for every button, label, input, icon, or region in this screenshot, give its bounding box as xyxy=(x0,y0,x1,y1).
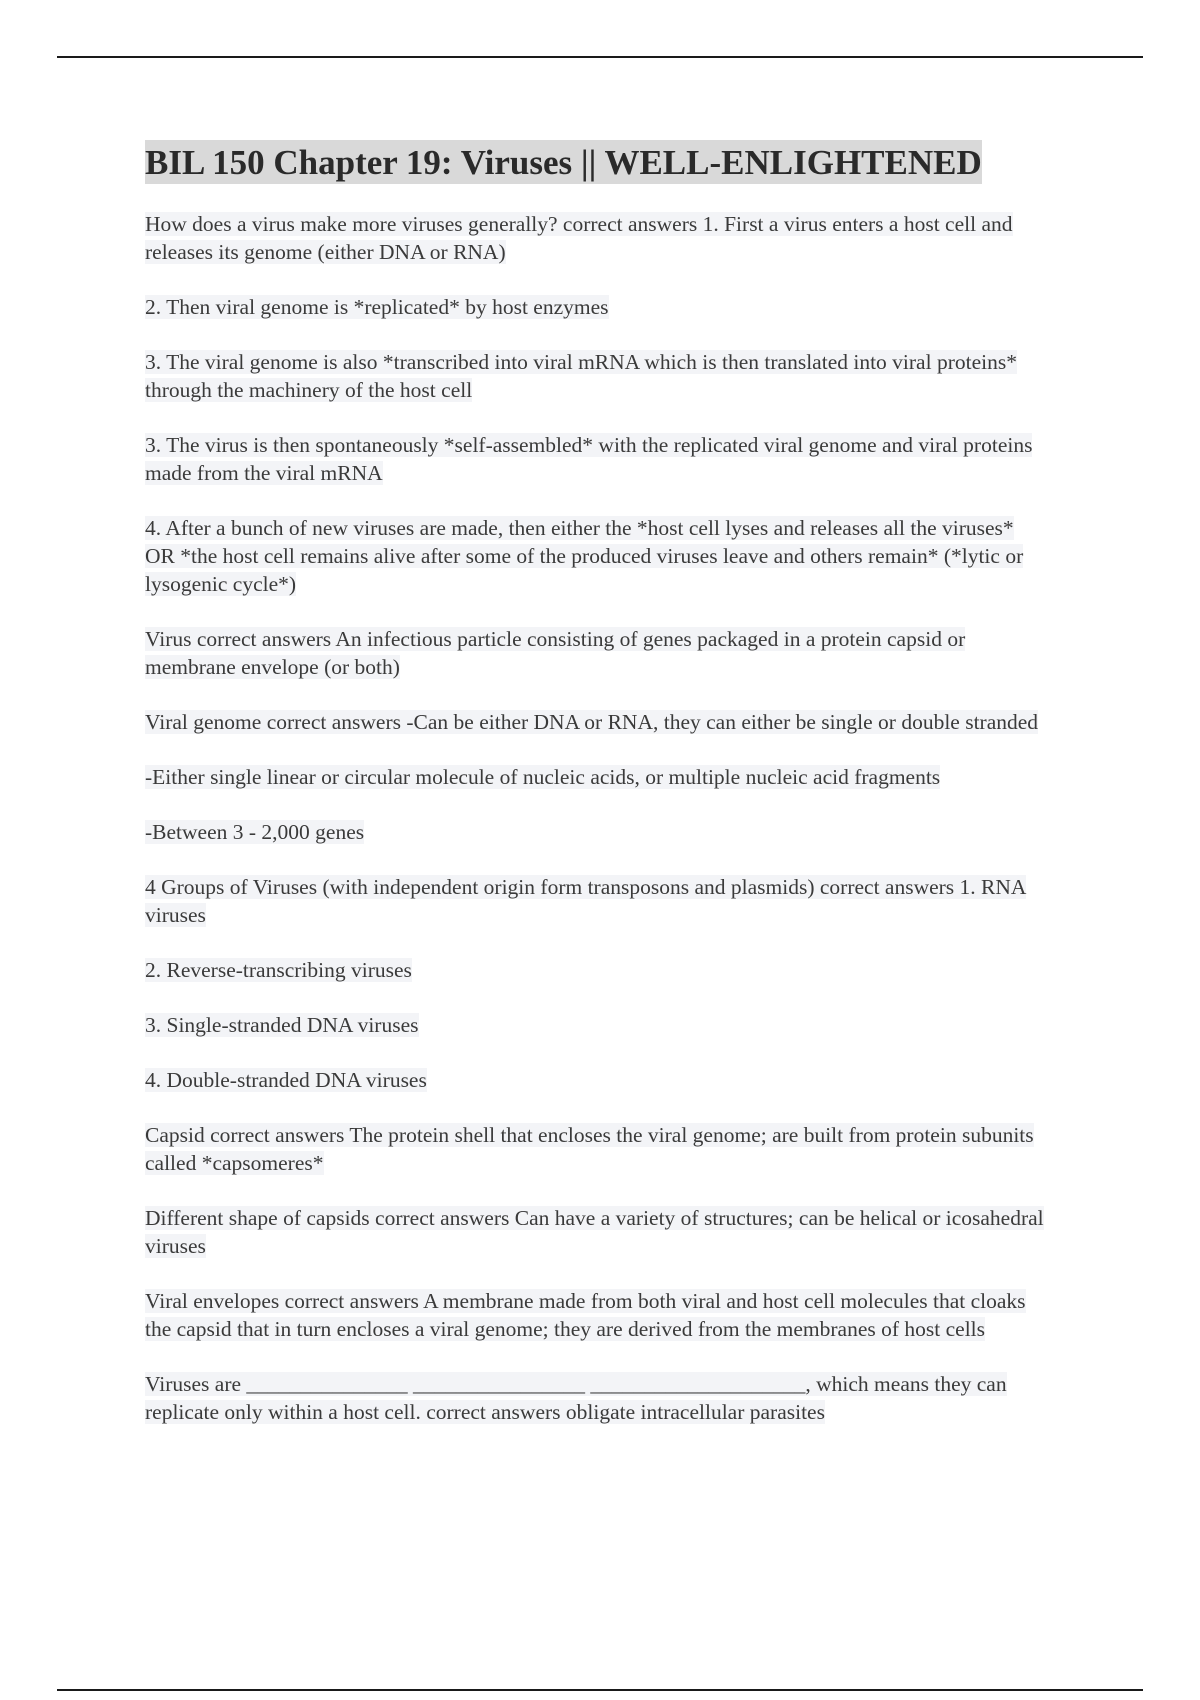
paragraph-text: Viral envelopes correct answers A membrane made from both viral and host cell molecules that cloaks the capsid that in turn encloses a viral genome; they are derived from the membranes of host cells xyxy=(145,1289,1026,1341)
paragraph xyxy=(145,348,1045,404)
paragraph xyxy=(145,1204,1045,1260)
paragraph xyxy=(145,293,1045,321)
paragraph-text: 4. Double-stranded DNA viruses xyxy=(145,1068,427,1092)
top-rule xyxy=(57,56,1143,58)
paragraph xyxy=(145,818,1045,846)
paragraph-text: Viral genome correct answers -Can be either DNA or RNA, they can either be single or double stranded xyxy=(145,710,1039,734)
paragraph-text: -Either single linear or circular molecule of nucleic acids, or multiple nucleic acid fragments xyxy=(145,765,941,789)
paragraph xyxy=(145,431,1045,487)
paragraph-text: 4. After a bunch of new viruses are made, then either the *host cell lyses and releases all the viruses* OR *the host cell remains alive after some of the produced viruses leave and others remain* (*lytic or lysogenic cycle*) xyxy=(145,516,1024,596)
paragraph-text: 3. The virus is then spontaneously *self-assembled* with the replicated viral genome and viral proteins made from the viral mRNA xyxy=(145,433,1033,485)
paragraph-text: -Between 3 - 2,000 genes xyxy=(145,820,365,844)
paragraph xyxy=(145,1370,1045,1426)
document-body xyxy=(145,140,1045,1453)
paragraph-text: Different shape of capsids correct answers Can have a variety of structures; can be helical or icosahedral viruses xyxy=(145,1206,1044,1258)
paragraph-text: Viruses are _______________ ________________ ____________________, which means they can replicate only within a host cell. correct answers obligate intracellular parasites xyxy=(145,1372,1007,1424)
paragraph xyxy=(145,210,1045,266)
paragraph-text: 3. The viral genome is also *transcribed into viral mRNA which is then translated into viral proteins* through the machinery of the host cell xyxy=(145,350,1017,402)
paragraph-text: Virus correct answers An infectious particle consisting of genes packaged in a protein capsid or membrane envelope (or both) xyxy=(145,627,966,679)
paragraph-text: 2. Reverse-transcribing viruses xyxy=(145,958,412,982)
paragraph xyxy=(145,514,1045,598)
document-title: BIL 150 Chapter 19: Viruses || WELL-ENLIGHTENED xyxy=(145,140,982,184)
paragraph-text: 4 Groups of Viruses (with independent origin form transposons and plasmids) correct answers 1. RNA viruses xyxy=(145,875,1027,927)
paragraph xyxy=(145,873,1045,929)
paragraph xyxy=(145,708,1045,736)
paragraph-text: How does a virus make more viruses generally? correct answers 1. First a virus enters a host cell and releases its genome (either DNA or RNA) xyxy=(145,212,1013,264)
paragraph xyxy=(145,1287,1045,1343)
paragraph xyxy=(145,1121,1045,1177)
paragraph xyxy=(145,1066,1045,1094)
paragraph xyxy=(145,1011,1045,1039)
paragraph xyxy=(145,956,1045,984)
paragraph xyxy=(145,763,1045,791)
paragraph xyxy=(145,625,1045,681)
paragraph-text: 2. Then viral genome is *replicated* by host enzymes xyxy=(145,295,609,319)
bottom-rule xyxy=(57,1689,1143,1691)
paragraph-text: Capsid correct answers The protein shell that encloses the viral genome; are built from protein subunits called *capsomeres* xyxy=(145,1123,1034,1175)
paragraph-text: 3. Single-stranded DNA viruses xyxy=(145,1013,419,1037)
